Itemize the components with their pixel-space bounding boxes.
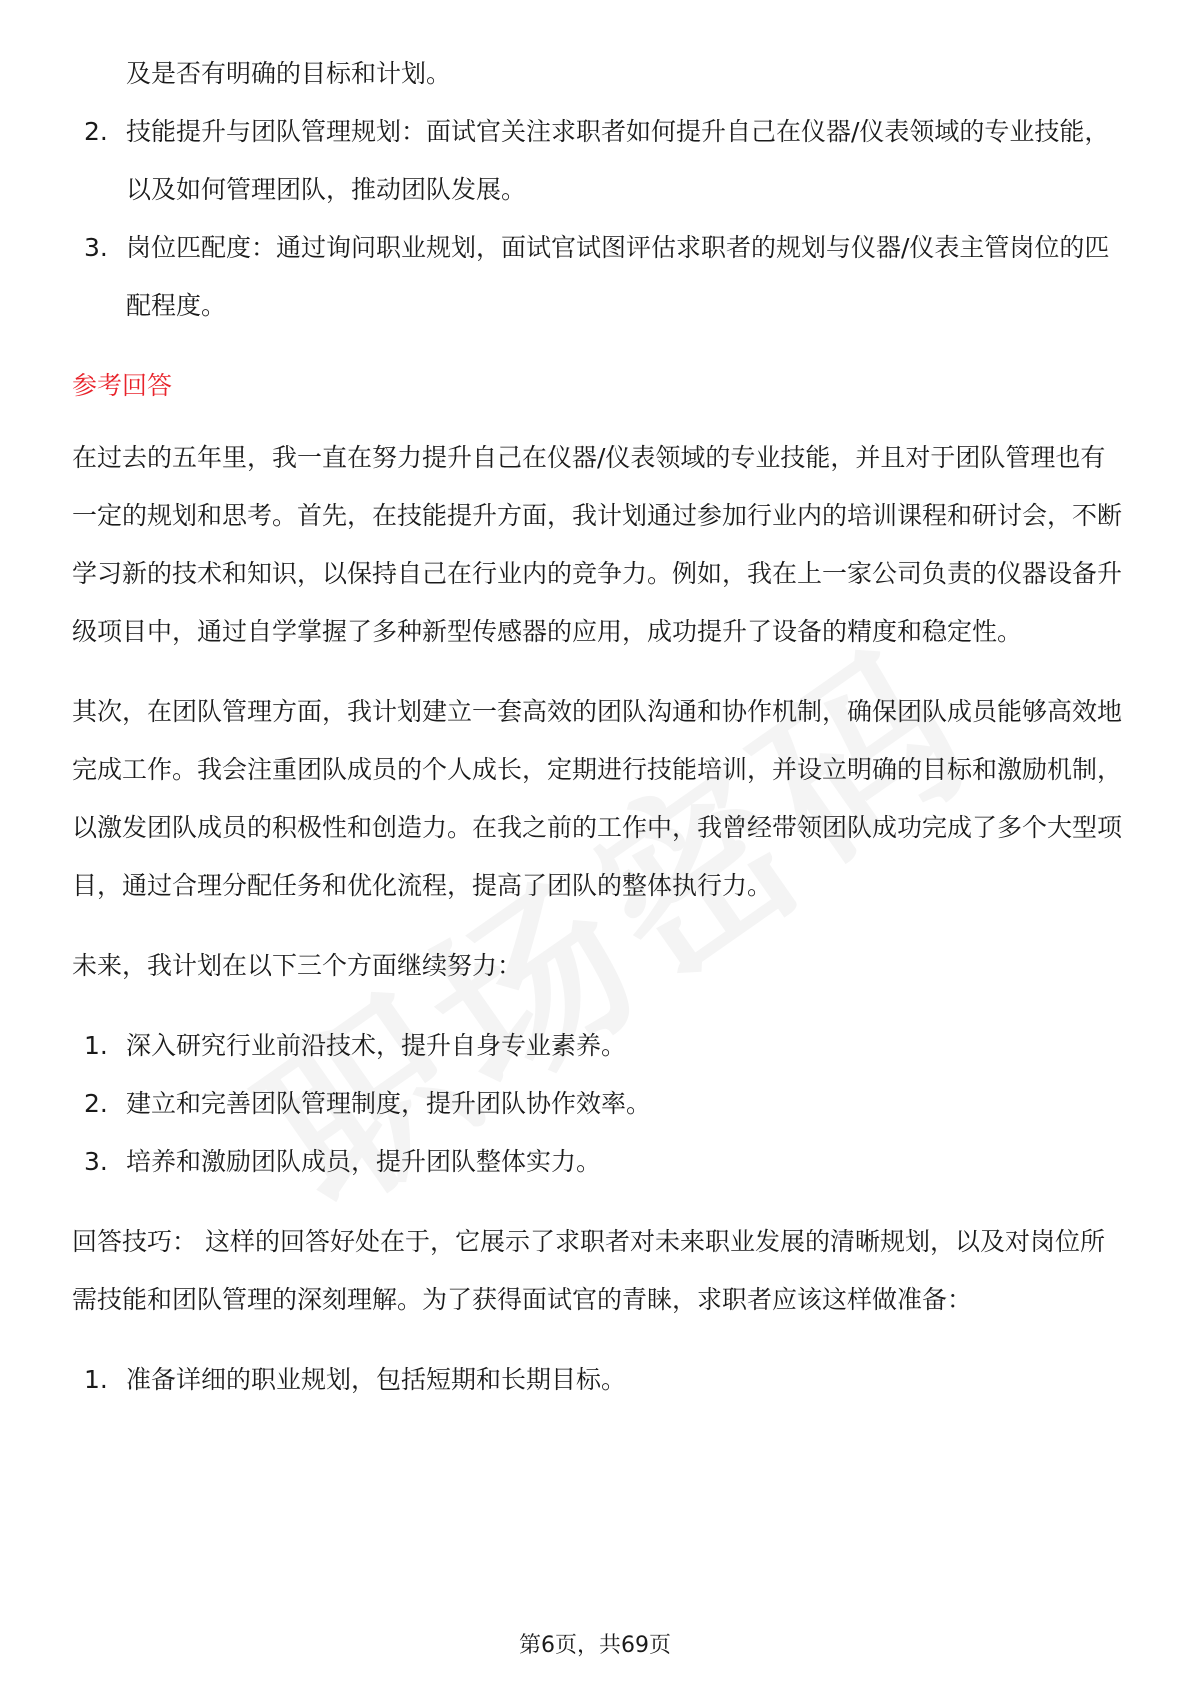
list-number: 1. [84, 1365, 108, 1394]
page-content [72, 45, 1122, 1409]
list-item [72, 1133, 1122, 1191]
list-item [72, 219, 1122, 335]
answer-paragraph: 未来，我计划在以下三个方面继续努力： [72, 951, 523, 980]
tips-paragraph: 回答技巧： 这样的回答好处在于，它展示了求职者对未来职业发展的清晰规划，以及对岗位所需技能和团队管理的深刻理解。为了获得面试官的青睐，求职者应该这样做准备： [72, 1227, 1105, 1314]
answer-paragraph: 在过去的五年里，我一直在努力提升自己在仪器/仪表领域的专业技能，并且对于团队管理也有一定的规划和思考。首先，在技能提升方面，我计划通过参加行业内的培训课程和研讨会，不断学习新的技术和知识，以保持自己在行业内的竞争力。例如，我在上一家公司负责的仪器设备升级项目中，通过自学掌握了多种新型传感器的应用，成功提升了设备的精度和稳定性。 [72, 443, 1123, 646]
answer-paragraph: 其次，在团队管理方面，我计划建立一套高效的团队沟通和协作机制，确保团队成员能够高效地完成工作。我会注重团队成员的个人成长，定期进行技能培训，并设立明确的目标和激励机制，以激发团队成员的积极性和创造力。在我之前的工作中，我曾经带领团队成功完成了多个大型项目，通过合理分配任务和优化流程，提高了团队的整体执行力。 [72, 697, 1123, 900]
intro-continuation: 及是否有明确的目标和计划。 [126, 59, 452, 88]
list-number: 3. [84, 1147, 108, 1176]
list-item [72, 1351, 1122, 1409]
list-item-text: 岗位匹配度：通过询问职业规划，面试官试图评估求职者的规划与仪器/仪表主管岗位的匹配程度。 [126, 233, 1110, 320]
preparation-list [72, 1351, 1122, 1409]
list-item-text: 技能提升与团队管理规划：面试官关注求职者如何提升自己在仪器/仪表领域的专业技能，以及如何管理团队，推动团队发展。 [126, 117, 1110, 204]
list-item [72, 1075, 1122, 1133]
list-item-text: 深入研究行业前沿技术，提升自身专业素养。 [126, 1031, 627, 1060]
answer-heading: 参考回答 [72, 371, 173, 400]
list-item [72, 1017, 1122, 1075]
list-item [72, 103, 1122, 219]
future-plan-list [72, 1017, 1122, 1191]
list-number: 1. [84, 1031, 108, 1060]
list-number: 2. [84, 117, 108, 146]
list-item-text: 建立和完善团队管理制度，提升团队协作效率。 [126, 1089, 652, 1118]
list-item-text: 培养和激励团队成员，提升团队整体实力。 [126, 1147, 602, 1176]
evaluation-points-list [72, 103, 1122, 335]
list-number: 2. [84, 1089, 108, 1118]
list-item-text: 准备详细的职业规划，包括短期和长期目标。 [126, 1365, 627, 1394]
page-footer: 第6页，共69页 [519, 1633, 671, 1658]
list-number: 3. [84, 233, 108, 262]
